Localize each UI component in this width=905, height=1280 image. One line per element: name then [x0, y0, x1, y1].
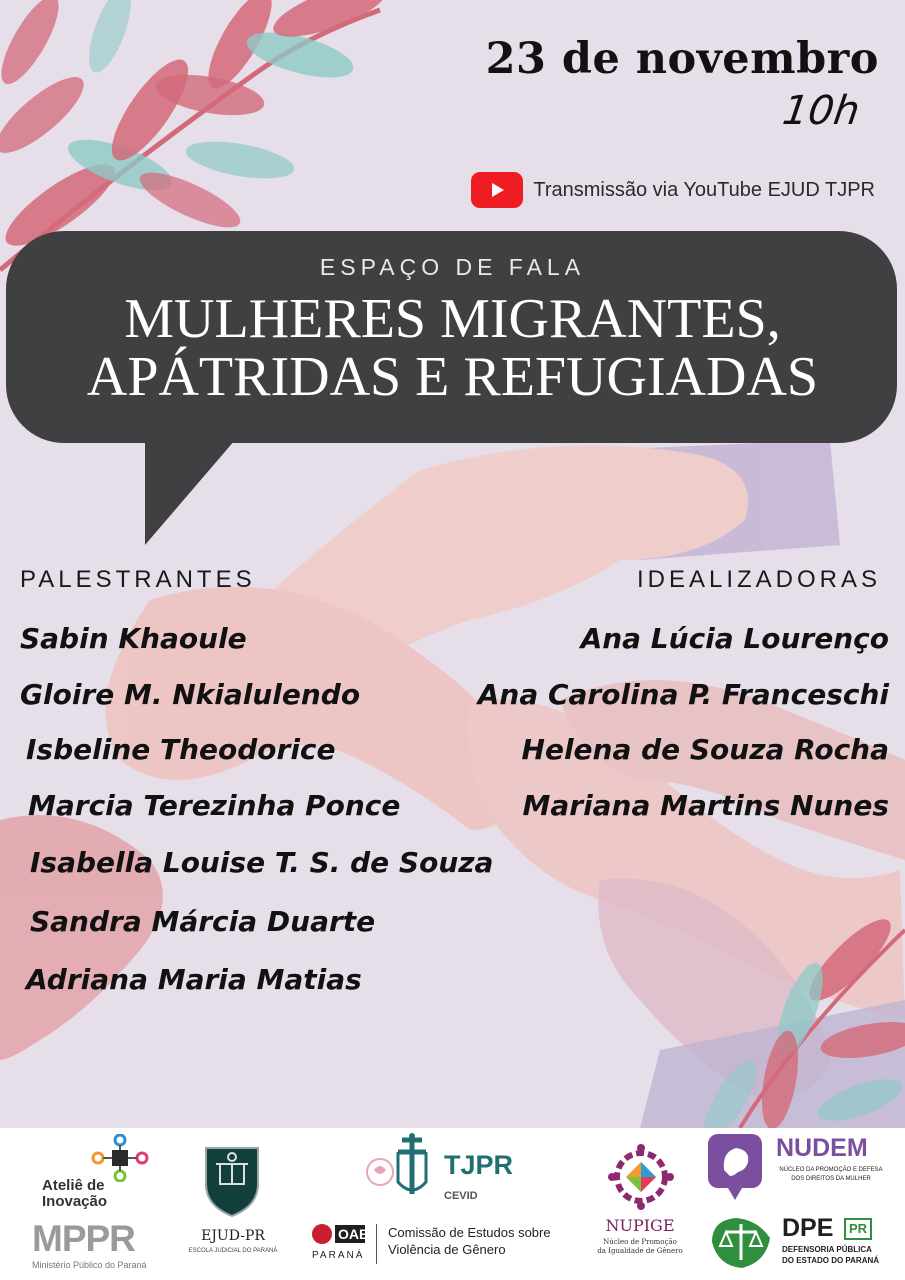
tjpr-emblem-icon	[362, 1132, 442, 1204]
youtube-play-icon	[471, 172, 523, 208]
speaker-name: Sabin Khaoule	[20, 622, 247, 655]
tjpr-sub: CEVID	[444, 1190, 478, 1202]
bubble-tail	[145, 440, 235, 545]
speaker-name: Sandra Márcia Duarte	[30, 905, 376, 938]
nupige-sub1: Núcleo de Promoção	[603, 1238, 677, 1246]
nudem-logo	[706, 1132, 886, 1202]
oab-comissao-logo	[306, 1222, 578, 1278]
event-kicker: ESPAÇO DE FALA	[319, 254, 586, 280]
nupige-logo	[588, 1142, 692, 1270]
nupige-sub2: da Igualdade de Gênero	[597, 1247, 683, 1255]
nudem-text: NUDEM	[776, 1134, 868, 1162]
event-title-line1: MULHERES MIGRANTES,	[124, 288, 781, 350]
nupige-people-circle-icon	[606, 1142, 676, 1212]
dpe-sub2: DO ESTADO DO PARANÁ	[782, 1256, 880, 1265]
ejud-logo	[186, 1142, 280, 1270]
dpe-logo	[706, 1212, 888, 1276]
dpe-sub1: DEFENSORIA PÚBLICA	[782, 1245, 872, 1254]
mppr-logo	[32, 1220, 162, 1276]
event-title-line2: APÁTRIDAS E REFUGIADAS	[86, 346, 819, 408]
dpe-scales-icon	[706, 1212, 776, 1272]
circuit-icon	[90, 1134, 150, 1182]
mppr-sub: Ministério Público do Paraná	[32, 1260, 147, 1270]
nudem-face-icon	[706, 1132, 766, 1202]
speaker-name: Isabella Louise T. S. de Souza	[30, 846, 494, 879]
atelie-line1: Ateliê de	[42, 1177, 105, 1194]
partner-logos-footer	[0, 1128, 905, 1280]
event-title	[0, 290, 905, 406]
dpe-text: DPE	[782, 1214, 834, 1242]
nudem-sub2: DOS DIREITOS DA MULHER	[791, 1176, 871, 1182]
speaker-name: Marcia Terezinha Ponce	[28, 789, 401, 822]
event-date: 23 de novembro	[485, 34, 879, 84]
organizer-name: Ana Lúcia Lourenço	[580, 622, 889, 655]
organizer-name: Ana Carolina P. Franceschi	[477, 678, 889, 711]
atelie-line2: Inovação	[42, 1193, 108, 1210]
mppr-text: MPPR	[32, 1218, 135, 1259]
speaker-name: Adriana Maria Matias	[26, 963, 362, 996]
hands-illustration	[0, 440, 905, 1128]
comissao-line1: Comissão de Estudos sobre	[388, 1225, 551, 1240]
ejud-text: EJUD-PR	[201, 1228, 265, 1244]
speakers-heading: PALESTRANTES	[20, 566, 256, 593]
speaker-name: Gloire M. Nkialulendo	[20, 678, 361, 711]
speaker-name: Isbeline Theodorice	[26, 733, 336, 766]
atelie-logo	[34, 1134, 159, 1216]
stream-text: Transmissão via YouTube EJUD TJPR	[533, 178, 875, 201]
tjpr-text: TJPR	[444, 1150, 514, 1180]
event-time: 10h	[779, 88, 863, 134]
nupige-text: NUPIGE	[605, 1216, 675, 1235]
leaf-branch-decoration	[0, 0, 393, 270]
tjpr-logo	[362, 1132, 532, 1214]
oab-text: OAB	[338, 1226, 370, 1242]
ejud-shield-icon	[202, 1142, 262, 1218]
ejud-sub: ESCOLA JUDICIAL DO PARANÁ	[188, 1248, 278, 1254]
stream-info[interactable]	[471, 172, 875, 208]
nudem-sub1: NÚCLEO DA PROMOÇÃO E DEFESA	[779, 1167, 883, 1173]
comissao-line2: Violência de Gênero	[388, 1242, 506, 1257]
organizer-name: Helena de Souza Rocha	[521, 733, 889, 766]
oab-sub: PARANÁ	[312, 1250, 365, 1261]
oab-divider	[376, 1224, 377, 1264]
dpe-badge: PR	[844, 1218, 872, 1240]
organizers-heading: IDEALIZADORAS	[636, 566, 881, 593]
organizer-name: Mariana Martins Nunes	[522, 789, 889, 822]
